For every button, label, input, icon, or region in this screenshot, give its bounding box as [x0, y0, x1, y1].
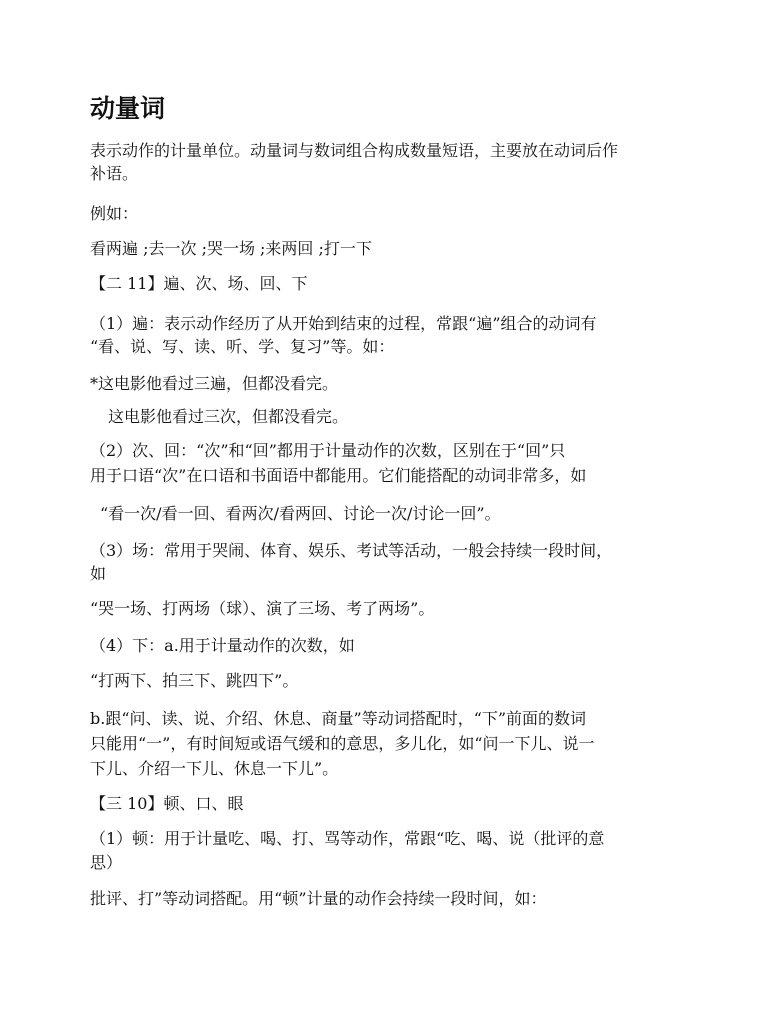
item-1-example-1: *这电影他看过三遍，但都没看完。 [90, 374, 339, 393]
item-4b-line-2: 只能用“一”，有时间短或语气缓和的意思，多儿化，如“问一下儿、说一 [90, 734, 595, 753]
item-1-line-2: “看、说、写、读、听、学、复习”等。如： [90, 337, 395, 356]
item-2-line-2: 用于口语“次”在口语和书面语中都能用。它们能搭配的动词非常多，如 [90, 466, 587, 485]
item-1-example-2: 这电影他看过三次，但都没看完。 [108, 407, 349, 426]
section-heading-2: 【三 10】顿、口、眼 [90, 794, 244, 813]
example-line: 看两遍 ;去一次 ;哭一场 ;来两回 ;打一下 [90, 239, 372, 258]
intro-line-2: 补语。 [90, 164, 139, 183]
section-heading-1: 【二 11】遍、次、场、回、下 [90, 274, 308, 293]
item-5-line-2: 思） [90, 853, 123, 872]
item-2-line-1: （2）次、回：“次”和“回”都用于计量动作的次数，区别在于“回”只 [90, 441, 566, 460]
item-4-example: “打两下、拍三下、跳四下”。 [90, 671, 299, 690]
item-3-example: “哭一场、打两场（球）、演了三场、考了两场”。 [90, 599, 435, 618]
item-4b-line-1: b.跟“问、读、说、介绍、休息、商量”等动词搭配时，“下”前面的数词 [90, 709, 587, 728]
item-3-line-2: 如 [90, 564, 107, 583]
item-5-continuation: 批评、打”等动词搭配。用“顿”计量的动作会持续一段时间，如： [90, 889, 547, 908]
item-1-line-1: （1）遍：表示动作经历了从开始到结束的过程，常跟“遍”组合的动词有 [90, 314, 597, 333]
example-label: 例如： [90, 204, 139, 223]
item-2-example: “看一次/看一回、看两次/看两回、讨论一次/讨论一回”。 [100, 504, 501, 523]
item-4b-line-3: 下儿、介绍一下儿、休息一下儿”。 [90, 759, 339, 778]
intro-line-1: 表示动作的计量单位。动量词与数词组合构成数量短语，主要放在动词后作 [90, 141, 619, 160]
item-3-line-1: （3）场：常用于哭闹、体育、娱乐、考试等活动，一般会持续一段时间， [90, 541, 613, 560]
item-5-line-1: （1）顿：用于计量吃、喝、打、骂等动作，常跟“吃、喝、说（批评的意 [90, 829, 605, 848]
page-title: 动量词 [90, 94, 166, 123]
item-4-line: （4）下：a.用于计量动作的次数，如 [90, 636, 355, 655]
